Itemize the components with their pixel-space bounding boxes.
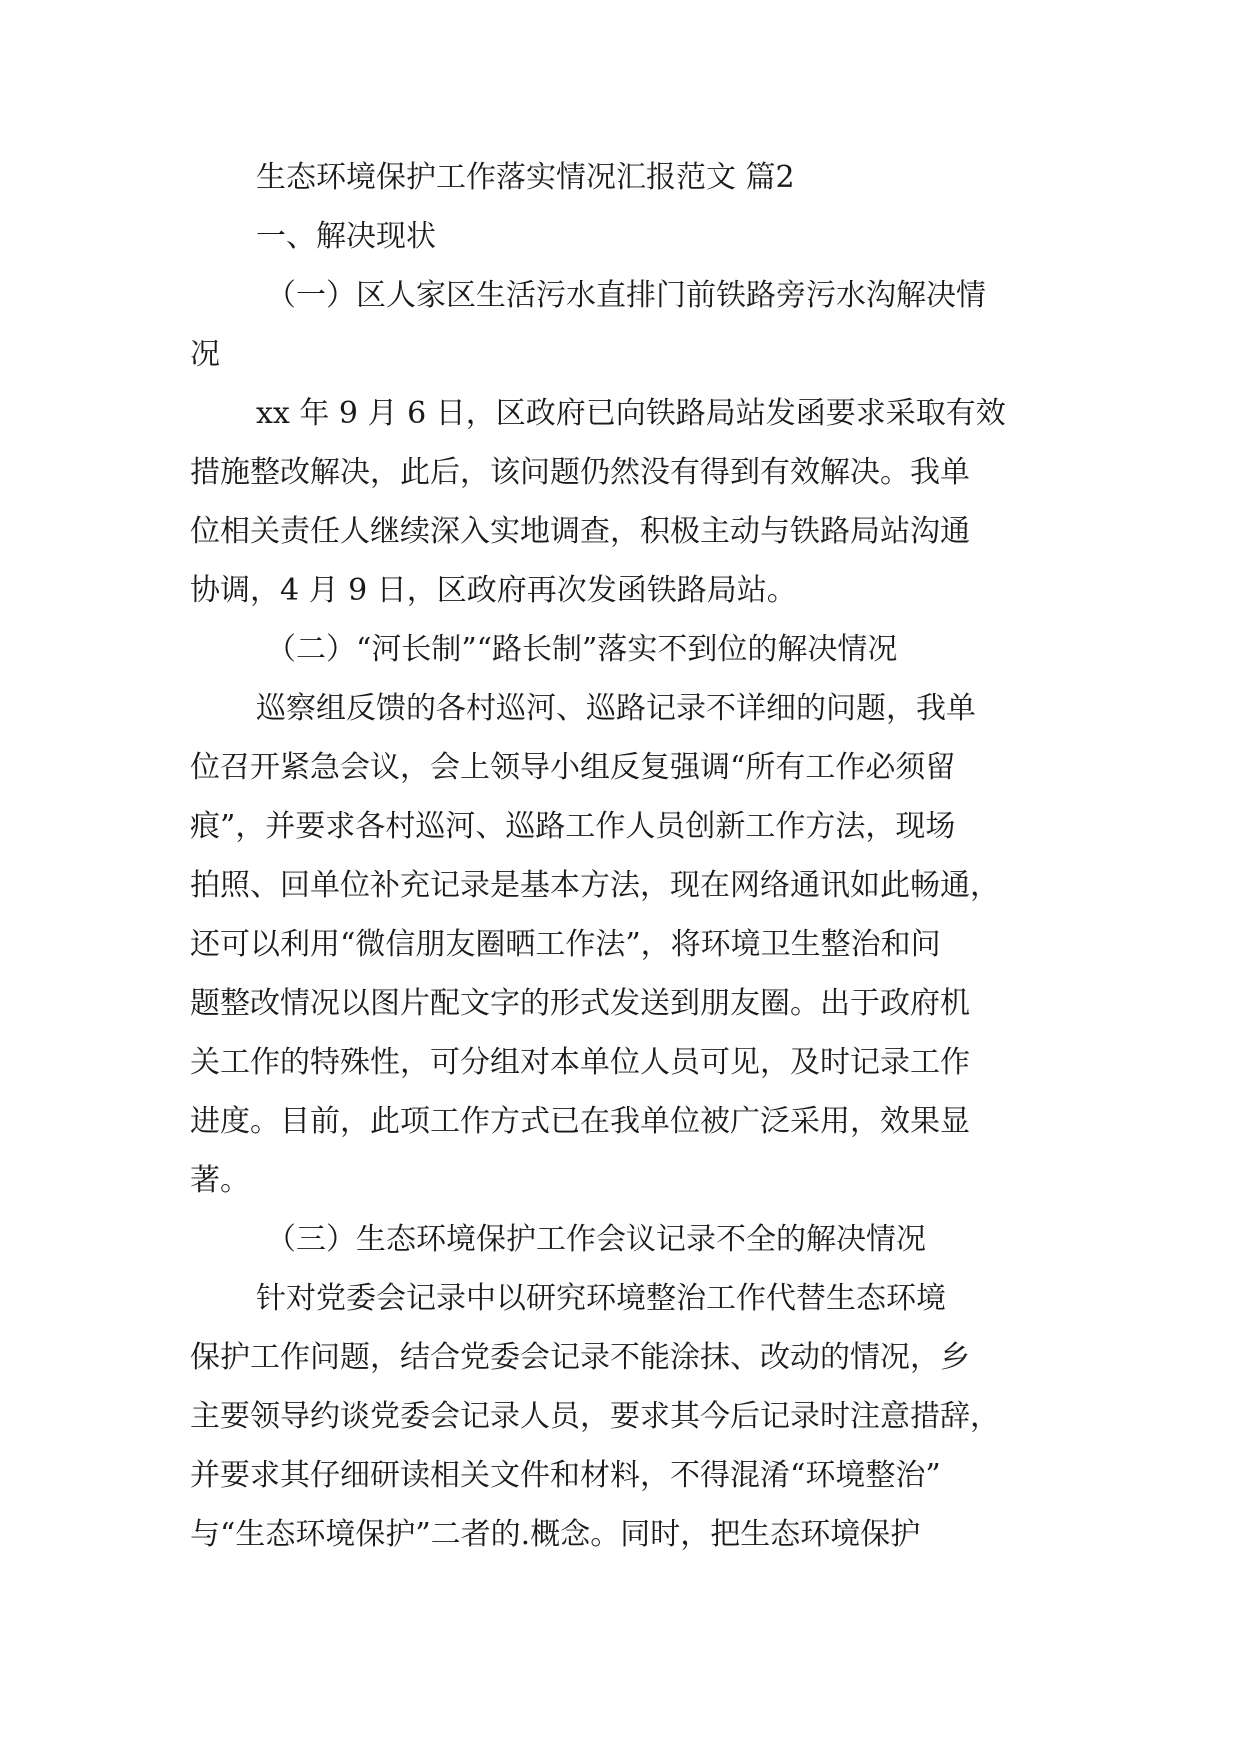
paragraph-1: xx 年 9 月 6 日，区政府已向铁路局站发函要求采取有效 措施整改解决，此后，该问题仍然没有得到有效解决。我单 位相关责任人继续深入实地调查，积极主动与铁路局站沟通 协调，4 月 9 日，区政府再次发函铁路局站。 <box>190 396 1006 608</box>
paragraph-2: 巡察组反馈的各村巡河、巡路记录不详细的问题，我单 位召开紧急会议，会上领导小组反复强调“所有工作必须留 痕”，并要求各村巡河、巡路工作人员创新工作方法，现场 拍照、回单位补充记录是基本方法，现在网络通讯如此畅通， 还可以利用“微信朋友圈晒工作法”，将环境卫生整治和问 题整改情况以图片配文字的形式发送到朋友圈。出于政府机 关工作的特殊性，可分组对本单位人员可见，及时记录工作 进度。目前，此项工作方式已在我单位被广泛采用，效果显 著。 <box>190 691 1000 1198</box>
section-heading-1: 一、解决现状 <box>256 219 436 254</box>
subsection-heading-3: （三）生态环境保护工作会议记录不全的解决情况 <box>266 1222 926 1257</box>
subsection-heading-1: （一）区人家区生活污水直排门前铁路旁污水沟解决情 况 <box>190 278 986 372</box>
document-title: 生态环境保护工作落实情况汇报范文 篇2 <box>256 160 795 195</box>
paragraph-3: 针对党委会记录中以研究环境整治工作代替生态环境 保护工作问题，结合党委会记录不能涂抹、改动的情况，乡 主要领导约谈党委会记录人员，要求其今后记录时注意措辞， 并要求其仔细研读相关文件和材料，不得混淆“环境整治” 与“生态环境保护”二者的.概念。同时，把生态环境保护 <box>190 1281 1000 1552</box>
document-body <box>190 158 1050 1555</box>
subsection-heading-2: （二）“河长制”“路长制”落实不到位的解决情况 <box>266 632 898 667</box>
